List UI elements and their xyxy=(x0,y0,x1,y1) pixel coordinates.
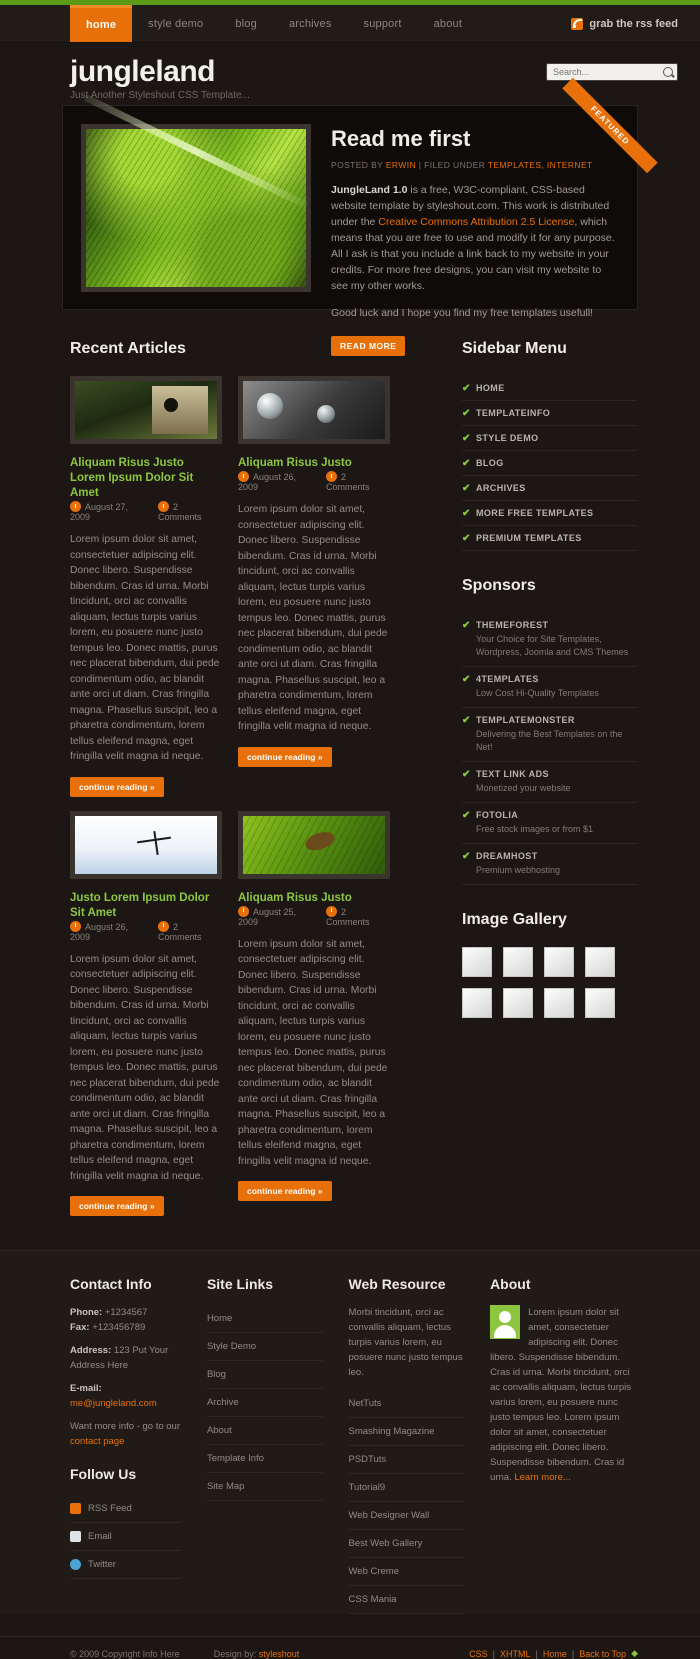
web-resource-list xyxy=(349,1390,465,1614)
sidebar-item-label: TEMPLATEINFO xyxy=(476,408,551,418)
site-link-template-info[interactable]: Template Info xyxy=(207,1445,323,1473)
follow-us-title: Follow Us xyxy=(70,1466,137,1482)
nav-items xyxy=(70,5,478,42)
article-title[interactable]: Aliquam Risus Justo xyxy=(238,891,352,904)
article-comments-wrap[interactable] xyxy=(158,921,222,942)
article-date: August 26, 2009 xyxy=(70,921,129,942)
web-resource-web-creme[interactable]: Web Creme xyxy=(349,1558,465,1586)
footer-sitelinks-column xyxy=(207,1277,323,1614)
article-thumbnail[interactable] xyxy=(238,376,390,444)
sponsors-list xyxy=(462,613,637,885)
article-thumbnail[interactable] xyxy=(70,376,222,444)
site-header xyxy=(0,43,700,105)
article-excerpt: Lorem ipsum dolor sit amet, consectetuer adipiscing elit. Donec libero. Suspendisse bibendum. Cras id urna. Morbi tincidunt, orci ac convallis aliquam, lectus turpis varius lorem, eu posuere nunc justo tempus leo. Donec mattis, purus nec placerat bibendum, dui pede condimentum odio, ac blandit ante orci ut diam. Cras fringilla magna. Phasellus suscipit, leo a pharetra condimentum, lorem tellus eleifend magna, eget fringilla velit magna id neque. xyxy=(238,504,388,732)
article-date-wrap xyxy=(238,906,316,927)
article-thumbnail[interactable] xyxy=(70,811,222,879)
continue-reading-button[interactable]: continue reading » xyxy=(70,1196,164,1216)
sep: | xyxy=(492,1648,495,1659)
check-icon: ✔ xyxy=(462,715,471,726)
article-title[interactable]: Aliquam Risus Justo Lorem Ipsum Dolor Sit Amet xyxy=(70,457,194,499)
copyright-text: © 2009 Copyright Info Here xyxy=(70,1648,180,1659)
continue-reading-button[interactable]: continue reading » xyxy=(70,777,164,797)
featured-ribbon: FEATURED xyxy=(562,78,657,173)
site-tagline: Just Another Styleshout CSS Template... xyxy=(70,90,250,101)
meta-author[interactable]: ERWIN xyxy=(385,160,417,170)
fax-label: Fax: xyxy=(70,1322,90,1333)
check-icon: ✔ xyxy=(462,408,471,419)
article-card xyxy=(238,376,390,797)
site-links-list xyxy=(207,1305,323,1501)
comment-icon xyxy=(326,471,337,482)
calendar-icon xyxy=(70,921,81,932)
article-card xyxy=(238,811,390,1217)
email-label: E-mail: xyxy=(70,1383,102,1394)
article-excerpt: Lorem ipsum dolor sit amet, consectetuer adipiscing elit. Donec libero. Suspendisse bibendum. Cras id urna. Morbi tincidunt, orci ac convallis aliquam, lectus turpis varius lorem, eu posuere nunc justo tempus leo. Donec mattis, purus nec placerat bibendum, dui pede condimentum odio, ac blandit ante orci ut diam. Cras fringilla magna. Phasellus suscipit, leo a pharetra condimentum, lorem tellus eleifend magna, eget fringilla velit magna id neque. xyxy=(70,534,220,762)
styleshout-link[interactable]: styleshout xyxy=(258,1648,300,1659)
footer-webresource-column xyxy=(349,1277,465,1614)
article-date: August 26, 2009 xyxy=(238,472,297,492)
rss-icon xyxy=(571,18,583,30)
sidebar-item-archives[interactable] xyxy=(462,476,637,501)
contact-page-link[interactable]: contact page xyxy=(70,1436,125,1447)
leaf-photo xyxy=(86,129,306,287)
article-meta xyxy=(70,501,222,522)
web-resource-best-web-gallery[interactable]: Best Web Gallery xyxy=(349,1530,465,1558)
email-icon xyxy=(70,1531,81,1542)
article-comments: 2 Comments xyxy=(326,906,370,927)
contact-email-row xyxy=(70,1381,181,1411)
phone-value: +1234567 xyxy=(104,1307,148,1318)
continue-reading-button[interactable]: continue reading » xyxy=(238,747,332,767)
sponsor-label: DREAMHOST xyxy=(476,851,538,861)
web-resource-nettuts[interactable]: NetTuts xyxy=(349,1390,465,1418)
check-icon: ✔ xyxy=(462,533,471,544)
sidebar-item-premium-templates[interactable] xyxy=(462,526,637,551)
phone-label: Phone: xyxy=(70,1307,103,1318)
article-comments: 2 Comments xyxy=(326,472,370,492)
contact-more-row xyxy=(70,1419,181,1449)
back-to-top-link[interactable]: Back to Top xyxy=(579,1648,627,1659)
footer-about-column xyxy=(490,1277,638,1614)
nav-item-style-demo[interactable]: style demo xyxy=(148,17,204,30)
site-footer xyxy=(0,1250,700,1614)
web-resource-tutorial9[interactable]: Tutorial9 xyxy=(349,1474,465,1502)
article-comments: 2 Comments xyxy=(158,921,202,942)
check-icon: ✔ xyxy=(462,674,471,685)
read-more-button[interactable]: READ MORE xyxy=(331,336,405,356)
gallery-thumb[interactable] xyxy=(462,988,492,1018)
gallery-thumb[interactable] xyxy=(462,947,492,977)
article-date-wrap xyxy=(70,921,148,942)
article-meta xyxy=(70,921,222,942)
sponsor-item-dreamhost[interactable] xyxy=(462,844,637,885)
sponsor-item-text-link-ads[interactable] xyxy=(462,762,637,803)
gallery-thumb[interactable] xyxy=(503,988,533,1018)
image-gallery-title: Image Gallery xyxy=(462,911,567,928)
article-excerpt: Lorem ipsum dolor sit amet, consectetuer adipiscing elit. Donec libero. Suspendisse bibendum. Cras id urna. Morbi tincidunt, orci ac convallis aliquam, lectus turpis varius lorem, eu posuere nunc justo tempus leo. Donec mattis, purus nec placerat bibendum, dui pede condimentum odio, ac blandit ante orci ut diam. Cras fringilla magna. Phasellus suscipit, leo a pharetra condimentum, lorem tellus eleifend magna, eget fringilla velit magna id neque. xyxy=(70,953,220,1182)
article-comments-wrap[interactable] xyxy=(158,501,222,522)
web-resource-intro: Morbi tincidunt, orci ac convallis aliquam, lectus turpis varius lorem, eu posuere nunc justo tempus leo. xyxy=(348,1307,463,1378)
recent-articles-title: Recent Articles xyxy=(70,340,186,357)
sidebar-menu-list xyxy=(462,376,637,551)
sep: | xyxy=(571,1648,575,1659)
check-icon: ✔ xyxy=(462,620,471,631)
article-title[interactable]: Justo Lorem Ipsum Dolor Sit Amet xyxy=(70,891,210,919)
check-icon: ✔ xyxy=(462,483,471,494)
check-icon: ✔ xyxy=(462,769,471,780)
sponsor-label: TEXT LINK ADS xyxy=(476,769,549,779)
arrow-up-icon[interactable]: ◆ xyxy=(631,1648,638,1658)
check-icon: ✔ xyxy=(462,433,471,444)
nav-item-blog[interactable]: blog xyxy=(235,17,257,30)
web-resource-title: Web Resource xyxy=(348,1276,446,1292)
sponsor-item-4templates[interactable] xyxy=(462,667,637,708)
follow-label: Email xyxy=(88,1531,112,1542)
web-resource-psdtuts[interactable]: PSDTuts xyxy=(349,1446,465,1474)
twitter-icon xyxy=(70,1559,81,1570)
waterdrops-photo xyxy=(243,381,385,439)
sidebar-item-blog[interactable] xyxy=(462,451,637,476)
meta-posted-by: POSTED BY xyxy=(331,160,386,170)
site-logo[interactable]: jungleland xyxy=(70,55,215,88)
web-resource-web-designer-wall[interactable]: Web Designer Wall xyxy=(349,1502,465,1530)
web-resource-smashing-magazine[interactable]: Smashing Magazine xyxy=(349,1418,465,1446)
check-icon: ✔ xyxy=(462,508,471,519)
rss-feed-link[interactable] xyxy=(571,5,700,42)
sponsor-description: Low Cost Hi-Quality Templates xyxy=(476,688,599,698)
footer-contact-column xyxy=(70,1277,181,1614)
image-gallery xyxy=(462,947,637,1018)
article-card xyxy=(70,811,222,1217)
site-link-archive[interactable]: Archive xyxy=(207,1389,323,1417)
sidebar-item-more-free-templates[interactable] xyxy=(462,501,637,526)
sponsors-title: Sponsors xyxy=(462,577,536,594)
sidebar-menu-title: Sidebar Menu xyxy=(462,340,567,357)
article-comments-wrap[interactable] xyxy=(326,906,390,927)
sidebar-item-home[interactable] xyxy=(462,376,637,401)
learn-more-link[interactable]: Learn more... xyxy=(514,1472,571,1483)
calendar-icon xyxy=(238,471,249,482)
comment-icon xyxy=(326,906,337,917)
article-date: August 25, 2009 xyxy=(238,906,297,927)
footer-home-link[interactable]: Home xyxy=(542,1648,567,1659)
article-date-wrap xyxy=(70,501,148,522)
gallery-thumb[interactable] xyxy=(544,988,574,1018)
sponsor-label: TEMPLATEMONSTER xyxy=(476,715,575,725)
license-link[interactable]: Creative Commons Attribution 2.5 License xyxy=(378,216,575,228)
site-links-title: Site Links xyxy=(206,1276,274,1292)
contact-phone-row xyxy=(70,1305,181,1320)
search-icon[interactable] xyxy=(663,67,673,77)
follow-label: RSS Feed xyxy=(88,1503,132,1514)
article-comments-wrap[interactable] xyxy=(326,471,390,492)
featured-image[interactable] xyxy=(81,124,311,292)
sponsor-label: THEMEFOREST xyxy=(476,620,549,630)
article-date-wrap xyxy=(238,471,316,492)
sponsor-description: Delivering the Best Templates on the Net! xyxy=(476,729,623,752)
featured-title: Read me first xyxy=(331,126,471,151)
article-card xyxy=(70,376,222,797)
sponsor-description: Monetized your website xyxy=(476,783,571,793)
about-body xyxy=(490,1305,638,1485)
gallery-thumb[interactable] xyxy=(503,947,533,977)
sponsor-description: Free stock images or from $1 xyxy=(476,824,594,834)
address-value: 123 Put Your Address Here xyxy=(70,1345,169,1371)
sidebar-item-label: MORE FREE TEMPLATES xyxy=(476,508,594,518)
web-resource-css-mania[interactable]: CSS Mania xyxy=(349,1586,465,1614)
calendar-icon xyxy=(238,906,249,917)
article-comments: 2 Comments xyxy=(158,502,202,522)
article-thumbnail[interactable] xyxy=(238,811,390,879)
sidebar-item-label: STYLE DEMO xyxy=(476,433,539,443)
sponsor-item-fotolia[interactable] xyxy=(462,803,637,844)
featured-text-b: , which means that you are free to use and modify it for any purpose. All I ask is that you include a link back to my website in your credits. For more free designs, you can visit my website to see my other works. xyxy=(331,216,615,292)
featured-paragraph-2: Good luck and I hope you find my free templates usefull! xyxy=(331,307,594,319)
main-content-area xyxy=(0,310,700,1216)
more-info-text: Want more info - go to our xyxy=(70,1421,181,1432)
sponsor-description: Premium webhosting xyxy=(476,865,561,875)
rss-feed-label: grab the rss feed xyxy=(589,17,678,30)
nav-item-home[interactable]: home xyxy=(70,5,132,42)
follow-item-twitter[interactable] xyxy=(70,1551,181,1579)
site-link-about[interactable]: About xyxy=(207,1417,323,1445)
article-date: August 27, 2009 xyxy=(70,502,129,522)
sponsor-description: Your Choice for Site Templates, Wordpress, Joomla and CMS Themes xyxy=(476,634,629,657)
main-navigation xyxy=(0,5,700,43)
sponsor-item-templatemonster[interactable] xyxy=(462,708,637,762)
featured-meta xyxy=(331,160,619,170)
about-text: Lorem ipsum dolor sit amet, consectetuer adipiscing elit. Donec libero. Suspendisse bibendum. Cras id urna. Morbi tincidunt, orci ac convallis aliquam, lectus turpis varius lorem, eu posuere nunc justo tempus leo. Lorem ipsum dolor sit amet, consectetuer adipiscing elit. Donec libero. Suspendisse bibendum. Cras id urna. xyxy=(490,1307,632,1483)
check-icon: ✔ xyxy=(462,383,471,394)
xhtml-link[interactable]: XHTML xyxy=(499,1648,531,1659)
featured-text-a: is a free, W3C-compliant, CSS-based website template by styleshout.com. This work is distributed under the xyxy=(331,184,610,228)
article-meta xyxy=(238,906,390,927)
meta-tags[interactable]: TEMPLATES, INTERNET xyxy=(487,160,593,170)
leaf-insect-photo xyxy=(243,816,385,874)
calendar-icon xyxy=(70,501,81,512)
nav-item-about[interactable]: about xyxy=(433,17,463,30)
email-value[interactable]: me@jungleland.com xyxy=(70,1398,157,1409)
footer-bar xyxy=(0,1636,700,1659)
gallery-thumb[interactable] xyxy=(585,947,615,977)
nav-item-archives[interactable]: archives xyxy=(288,17,332,30)
sidebar-item-label: ARCHIVES xyxy=(476,483,526,493)
design-credit xyxy=(214,1649,300,1659)
follow-list xyxy=(70,1495,181,1579)
fax-value: +123456789 xyxy=(92,1322,146,1333)
gallery-thumb[interactable] xyxy=(544,947,574,977)
footer-bar-links xyxy=(469,1648,638,1659)
sidebar-item-label: PREMIUM TEMPLATES xyxy=(476,533,582,543)
sidebar-item-templateinfo[interactable] xyxy=(462,401,637,426)
article-title[interactable]: Aliquam Risus Justo xyxy=(238,457,352,469)
recent-articles-column xyxy=(70,340,430,1216)
gallery-thumb[interactable] xyxy=(585,988,615,1018)
follow-item-rss[interactable] xyxy=(70,1495,181,1523)
follow-label: Twitter xyxy=(88,1559,116,1570)
featured-product-name: JungleLand 1.0 xyxy=(331,184,408,196)
avatar xyxy=(490,1305,520,1339)
nav-item-support[interactable]: support xyxy=(363,17,402,30)
birds-photo xyxy=(75,381,217,439)
about-title: About xyxy=(490,1276,531,1292)
article-excerpt: Lorem ipsum dolor sit amet, consectetuer adipiscing elit. Donec libero. Suspendisse bibendum. Cras id urna. Morbi tincidunt, orci ac convallis aliquam, lectus turpis varius lorem, eu posuere nunc justo tempus leo. Donec mattis, purus nec placerat bibendum, dui pede condimentum odio, ac blandit ante orci ut diam. Cras fringilla magna. Phasellus suscipit, leo a pharetra condimentum, lorem tellus eleifend magna, eget fringilla velit magna id neque. xyxy=(238,938,388,1167)
article-meta xyxy=(238,471,390,492)
sep: | xyxy=(535,1648,538,1659)
sidebar-item-label: HOME xyxy=(476,383,505,393)
comment-icon xyxy=(158,921,169,932)
address-label: Address: xyxy=(70,1345,112,1356)
continue-reading-button[interactable]: continue reading » xyxy=(238,1181,332,1201)
rss-icon xyxy=(70,1503,81,1514)
contact-address-row xyxy=(70,1343,181,1373)
search-box[interactable] xyxy=(546,63,678,81)
sidebar-item-label: BLOG xyxy=(476,458,504,468)
site-link-home[interactable]: Home xyxy=(207,1305,323,1333)
sidebar-item-style-demo[interactable] xyxy=(462,426,637,451)
airplane-photo xyxy=(75,816,217,874)
follow-item-email[interactable] xyxy=(70,1523,181,1551)
contact-fax-row xyxy=(70,1320,181,1335)
meta-filed-under: | FILED UNDER xyxy=(416,160,488,170)
site-link-blog[interactable]: Blog xyxy=(207,1361,323,1389)
design-label: Design by: xyxy=(213,1648,259,1659)
search-input[interactable] xyxy=(551,66,661,78)
check-icon: ✔ xyxy=(462,810,471,821)
sponsor-label: FOTOLIA xyxy=(476,810,519,820)
contact-info-title: Contact Info xyxy=(70,1276,152,1292)
article-grid xyxy=(70,376,430,1216)
featured-paragraph-1 xyxy=(331,182,619,294)
site-link-style-demo[interactable]: Style Demo xyxy=(207,1333,323,1361)
comment-icon xyxy=(158,501,169,512)
follow-us-section xyxy=(70,1467,181,1579)
sponsor-label: 4TEMPLATES xyxy=(476,674,539,684)
css-link[interactable]: CSS xyxy=(469,1648,488,1659)
check-icon: ✔ xyxy=(462,851,471,862)
site-link-site-map[interactable]: Site Map xyxy=(207,1473,323,1501)
sidebar xyxy=(462,340,637,1216)
sponsor-item-themeforest[interactable] xyxy=(462,613,637,667)
check-icon: ✔ xyxy=(462,458,471,469)
